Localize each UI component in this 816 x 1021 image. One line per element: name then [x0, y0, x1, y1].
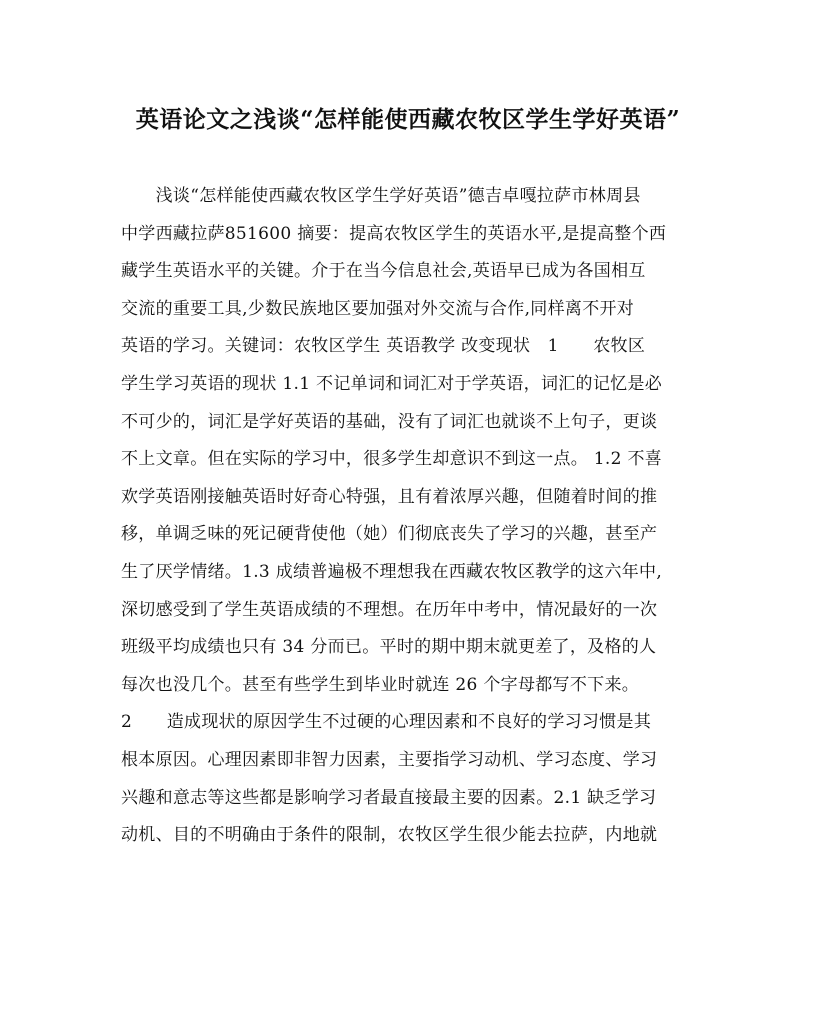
- body-line: 兴趣和意志等这些都是影响学习者最直接最主要的因素。2.1 缺乏学习: [121, 787, 657, 808]
- document-body: [121, 178, 701, 855]
- body-line: 2 造成现状的原因学生不过硬的心理因素和不良好的学习习惯是其: [121, 712, 652, 733]
- body-line: 英语的学习。关键词：农牧区学生 英语教学 改变现状 1 农牧区: [121, 336, 646, 357]
- body-line: 每次也没几个。甚至有些学生到毕业时就连 26 个字母都写不下来。: [121, 674, 640, 695]
- body-line: 交流的重要工具,少数民族地区要加强对外交流与合作,同样离不开对: [121, 298, 635, 319]
- body-line: 班级平均成绩也只有 34 分而已。平时的期中期末就更差了，及格的人: [121, 637, 657, 658]
- body-line: 中学西藏拉萨851600 摘要：提高农牧区学生的英语水平,是提高整个西: [121, 223, 667, 244]
- body-line: 藏学生英语水平的关键。介于在当今信息社会,英语早已成为各国相互: [121, 261, 646, 282]
- body-line: 浅谈“怎样能使西藏农牧区学生学好英语”德吉卓嘎拉萨市林周县: [121, 186, 641, 206]
- body-line: 不可少的，词汇是学好英语的基础，没有了词汇也就谈不上句子，更谈: [121, 411, 658, 432]
- body-line: 不上文章。但在实际的学习中，很多学生却意识不到这一点。 1.2 不喜: [121, 449, 663, 470]
- body-line: 生了厌学情绪。1.3 成绩普遍极不理想我在西藏农牧区教学的这六年中,: [121, 561, 663, 582]
- body-line: 学生学习英语的现状 1.1 不记单词和词汇对于学英语，词汇的记忆是必: [121, 373, 663, 394]
- body-line: 移，单调乏味的死记硬背使他（她）们彻底丧失了学习的兴趣，甚至产: [121, 524, 658, 545]
- body-line: 深切感受到了学生英语成绩的不理想。在历年中考中，情况最好的一次: [121, 599, 658, 620]
- document-title: 英语论文之浅谈“怎样能使西藏农牧区学生学好英语”: [135, 106, 681, 133]
- body-line: 根本原因。心理因素即非智力因素，主要指学习动机、学习态度、学习: [121, 749, 658, 770]
- body-line: 欢学英语刚接触英语时好奇心特强，且有着浓厚兴趣，但随着时间的推: [121, 486, 658, 507]
- body-line: 动机、目的不明确由于条件的限制，农牧区学生很少能去拉萨，内地就: [121, 825, 658, 846]
